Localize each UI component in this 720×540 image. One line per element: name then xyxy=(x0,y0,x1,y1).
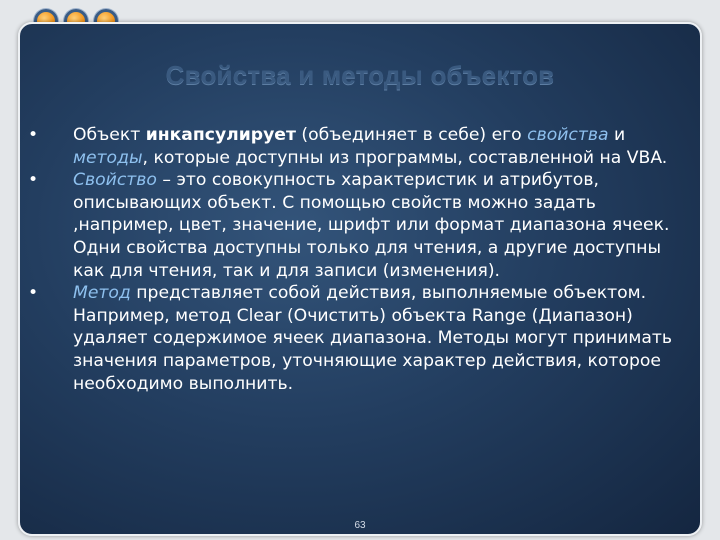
bullet-text: свойства xyxy=(527,125,609,145)
bullet-text: – это совокупность характеристик и атрибутов, описывающих объект. С помощью свойств можно задать ,например, цвет, значение, шрифт или формат диапазона ячеек. Одни свойства доступны только для чтения, а другие доступны как для чтения, так и для записи (изменения). xyxy=(73,170,670,281)
bullet-text: , которые доступны из программы, составленной на VBA. xyxy=(142,147,668,168)
bullet-item xyxy=(28,124,678,169)
bullet-marker: • xyxy=(28,125,39,145)
bullet-item xyxy=(28,169,678,282)
bullet-marker: • xyxy=(28,283,39,304)
bullet-marker: • xyxy=(28,170,39,191)
bullet-text: и xyxy=(608,125,626,145)
bullet-text: Свойство xyxy=(73,170,157,191)
page-number: 63 xyxy=(354,520,366,531)
bullet-text: Метод xyxy=(73,283,131,304)
bullet-list xyxy=(28,124,678,395)
bullet-text: инкапсулирует xyxy=(145,125,296,145)
bullet-item xyxy=(28,282,678,395)
bullet-text: (объединяет в себе) его xyxy=(295,125,528,145)
bullet-text: представляет собой действия, выполняемые объектом. Например, метод Clear (Очистить) объекта Range (Диапазон) удаляет содержимое ячеек диапазона. Методы могут принимать значения параметров, уточняющие характер действия, которое необходимо выполнить. xyxy=(73,283,673,394)
bullet-text: методы xyxy=(73,147,143,168)
bullet-text: Объект xyxy=(73,125,146,145)
slide-title: Свойства и методы объектов xyxy=(165,60,555,90)
